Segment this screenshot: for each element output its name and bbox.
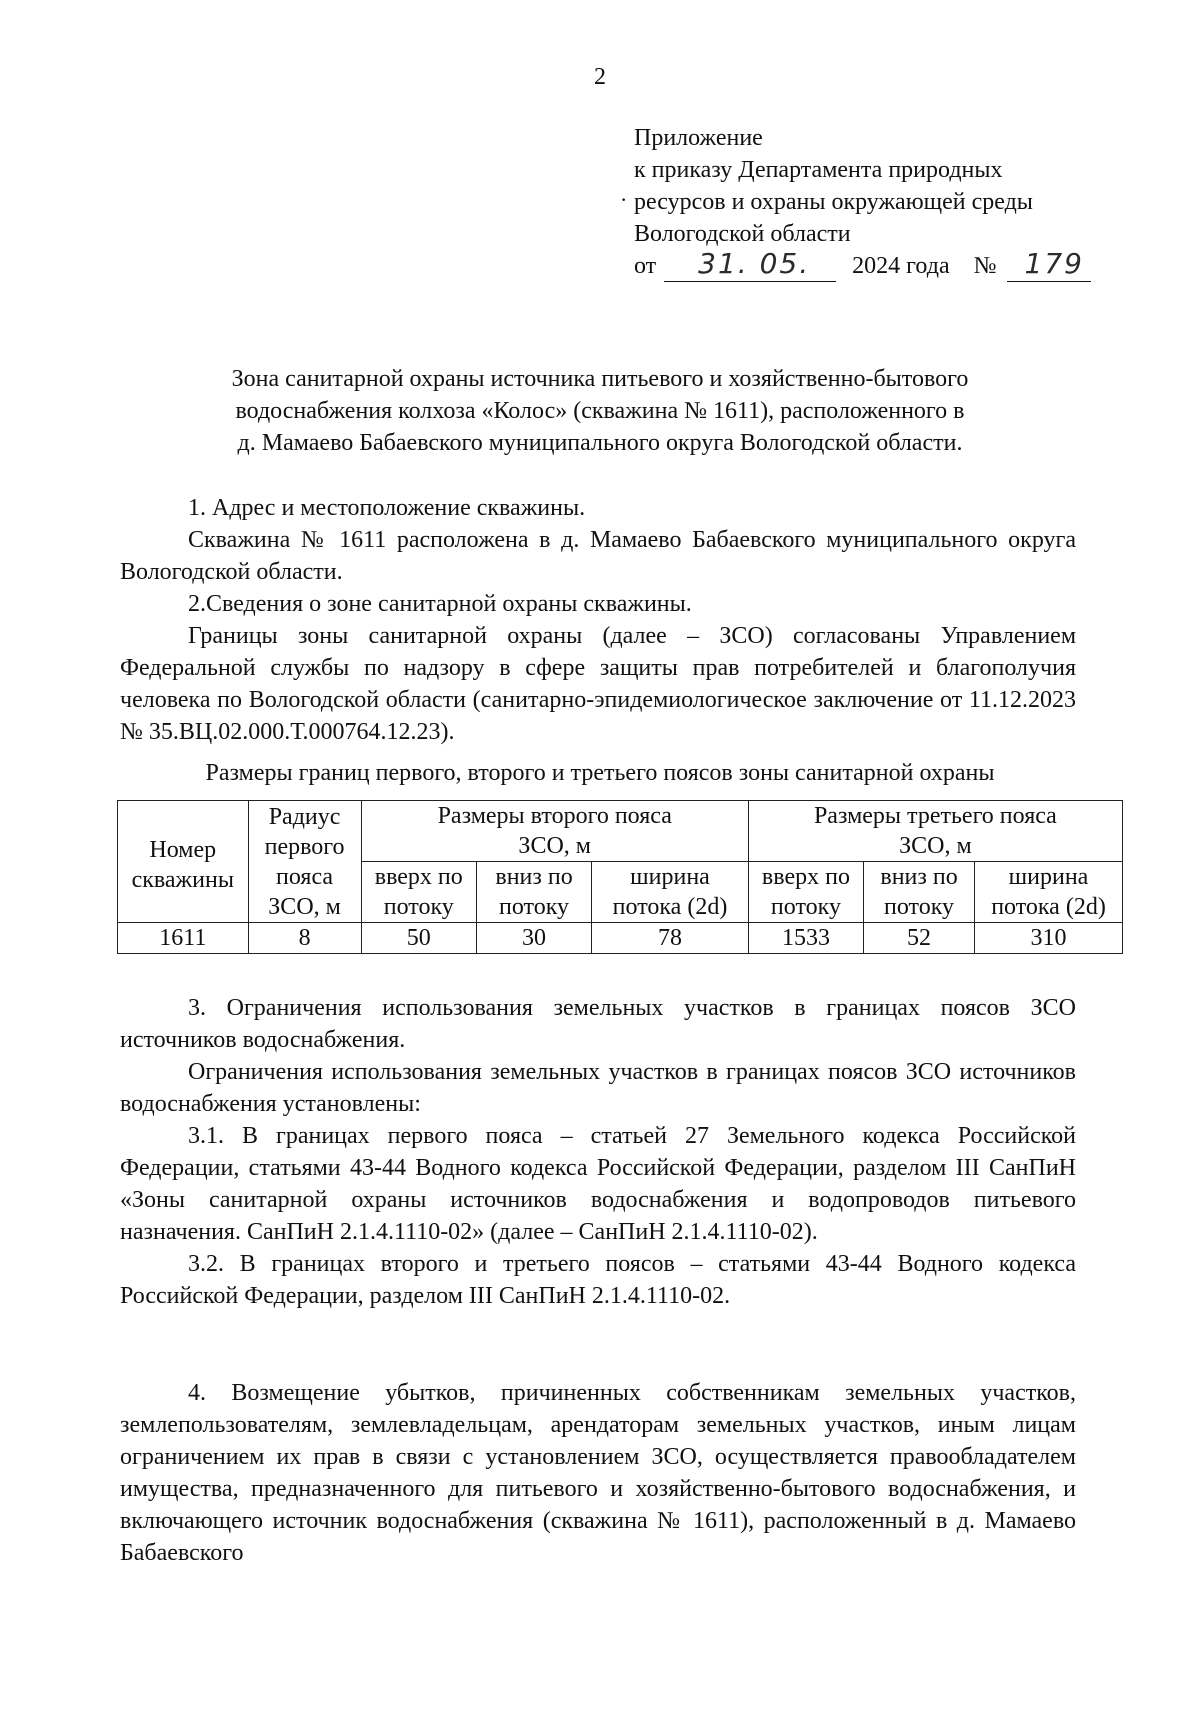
title-line: водоснабжения колхоза «Колос» (скважина № 1611), расположенного в <box>235 398 965 424</box>
table-header-row <box>118 801 1123 862</box>
header-third-belt: Размеры третьего пояса ЗСО, м <box>748 801 1122 862</box>
order-date-line <box>634 247 1091 282</box>
header-third-downstream: вниз по потоку <box>864 862 975 923</box>
title-line: д. Мамаево Бабаевского муниципального округа Вологодской области. <box>237 430 963 456</box>
section-3 <box>120 992 1076 1312</box>
section3-item-1: 3.1. В границах первого пояса – статьей 27 Земельного кодекса Российской Федерации, статьями 43-44 Водного кодекса Российской Федерации, разделом III СанПиН «Зоны санитарной охраны источников водоснабжения и водопроводов питьевого назначения. СанПиН 2.1.4.1110-02» (далее – СанПиН 2.1.4.1110-02). <box>120 1123 1076 1245</box>
section2-text: Границы зоны санитарной охраны (далее – ЗСО) согласованы Управлением Федеральной службы по надзору в сфере защиты прав потребителей и благополучия человека по Вологодской области (санитарно-эпидемиологическое заключение от 11.12.2023 № 35.ВЦ.02.000.Т.000764.12.23). <box>120 623 1076 745</box>
cell-second-upstream: 50 <box>361 923 476 954</box>
section1-heading: 1. Адрес и местоположение скважины. <box>188 495 586 521</box>
document-title <box>0 363 1200 459</box>
table-row <box>118 923 1123 954</box>
section3-text: Ограничения использования земельных участков в границах поясов ЗСО источников водоснабжения установлены: <box>120 1059 1076 1117</box>
header-second-belt: Размеры второго пояса ЗСО, м <box>361 801 748 862</box>
appendix-line: к приказу Департамента природных <box>634 157 1003 183</box>
cell-second-downstream: 30 <box>476 923 591 954</box>
sections-1-2 <box>120 492 1076 748</box>
cell-radius: 8 <box>248 923 361 954</box>
header-third-width: ширина потока (2d) <box>975 862 1123 923</box>
header-well-number: Номер скважины <box>118 801 249 923</box>
section3-item-2: 3.2. В границах второго и третьего поясов – статьями 43-44 Водного кодекса Российской Федерации, разделом III СанПиН 2.1.4.1110-02. <box>120 1251 1076 1309</box>
cell-well-number: 1611 <box>118 923 249 954</box>
handwritten-date: 31. 05. <box>698 247 811 280</box>
header-radius: Радиус первого пояса ЗСО, м <box>248 801 361 923</box>
section-4 <box>120 1377 1076 1569</box>
cell-third-upstream: 1533 <box>748 923 863 954</box>
margin-dot-mark: · <box>620 187 628 212</box>
year-text: 2024 года <box>852 253 950 279</box>
from-label: от <box>634 253 657 279</box>
order-number-blank <box>1007 247 1091 282</box>
section2-heading: 2.Сведения о зоне санитарной охраны скважины. <box>188 591 692 617</box>
page-number: 2 <box>594 64 606 90</box>
date-blank <box>664 247 836 282</box>
section3-heading: 3. Ограничения использования земельных участков в границах поясов ЗСО источников водоснабжения. <box>120 995 1076 1053</box>
appendix-header <box>620 122 1091 282</box>
handwritten-order-number: 179 <box>1024 247 1084 280</box>
appendix-line: ресурсов и охраны окружающей среды <box>634 189 1033 215</box>
number-sign: № <box>973 253 997 279</box>
header-third-upstream: вверх по потоку <box>748 862 863 923</box>
header-second-downstream: вниз по потоку <box>476 862 591 923</box>
appendix-line: Приложение <box>634 125 763 151</box>
cell-third-width: 310 <box>975 923 1123 954</box>
zso-dimensions-table <box>117 800 1123 954</box>
cell-second-width: 78 <box>592 923 749 954</box>
table-caption: Размеры границ первого, второго и третьего поясов зоны санитарной охраны <box>205 760 995 786</box>
cell-third-downstream: 52 <box>864 923 975 954</box>
header-second-upstream: вверх по потоку <box>361 862 476 923</box>
section4-text: 4. Возмещение убытков, причиненных собственникам земельных участков, землепользователям, землевладельцам, арендаторам земельных участков, иным лицам ограничением их прав в связи с установлением ЗСО, осуществляется правообладателем имущества, предназначенного для питьевого и хозяйственно-бытового водоснабжения, и включающего источник водоснабжения (скважина № 1611), расположенный в д. Мамаево Бабаевского <box>120 1380 1076 1566</box>
title-line: Зона санитарной охраны источника питьевого и хозяйственно-бытового <box>231 366 969 392</box>
appendix-line: Вологодской области <box>634 221 851 247</box>
header-second-width: ширина потока (2d) <box>592 862 749 923</box>
section1-text: Скважина № 1611 расположена в д. Мамаево Бабаевского муниципального округа Вологодской области. <box>120 527 1076 585</box>
